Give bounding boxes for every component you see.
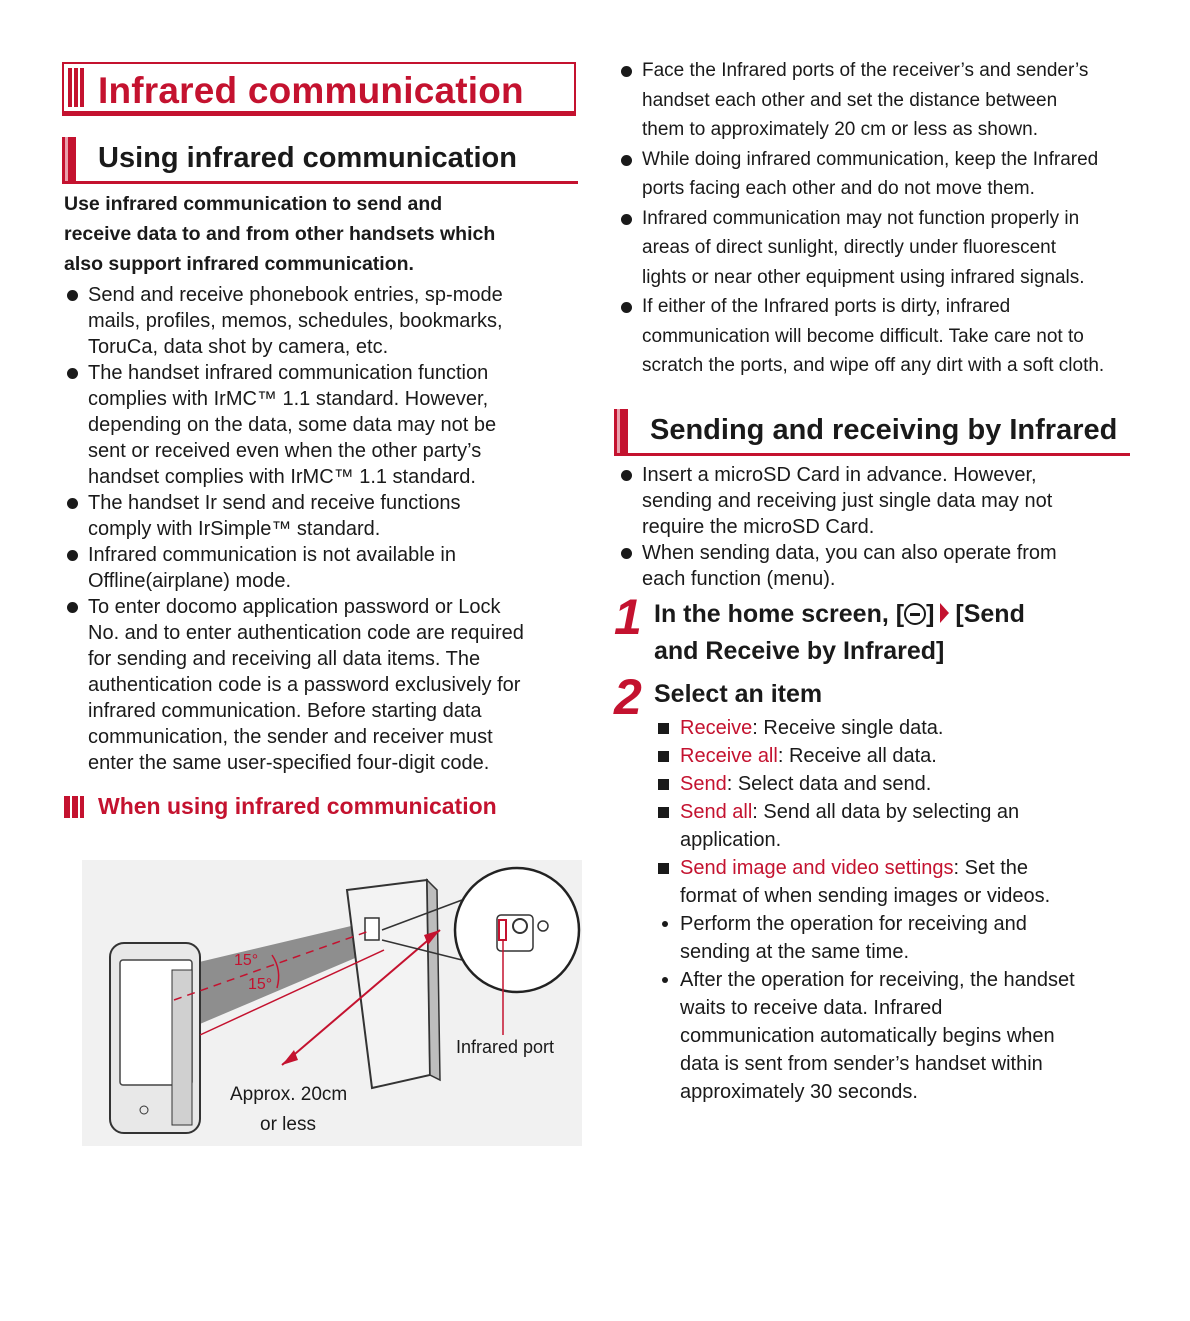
step-text-part: In the home screen, [ xyxy=(654,600,905,628)
note-line: Perform the operation for receiving and xyxy=(680,913,1027,935)
bullet-line: mails, profiles, memos, schedules, bookmarks, xyxy=(88,310,503,332)
bullet-line: authentication code is a password exclusively for xyxy=(88,674,521,696)
bullet-line: When sending data, you can also operate from xyxy=(642,542,1057,564)
option-desc: : Send all data by selecting an xyxy=(752,801,1020,823)
section1-bullet-list xyxy=(62,282,582,776)
bullet-item xyxy=(616,56,1134,145)
option-desc: : Receive all data. xyxy=(777,745,937,767)
bullet-line: require the microSD Card. xyxy=(642,516,875,538)
bullet-line: The handset Ir send and receive functions xyxy=(88,492,461,514)
bullet-item xyxy=(62,542,582,594)
bullet-dot-icon xyxy=(67,550,78,561)
subsection-heading xyxy=(64,793,580,823)
option-item xyxy=(656,770,1134,798)
option-item xyxy=(656,742,1134,770)
page-title xyxy=(62,62,576,116)
bullet-item xyxy=(616,292,1134,381)
bullet-line: comply with IrSimple™ standard. xyxy=(88,518,381,540)
bullet-line: Offline(airplane) mode. xyxy=(88,570,292,592)
infrared-illustration xyxy=(82,860,582,1146)
step-number: 2 xyxy=(614,669,642,725)
bullet-line: each function (menu). xyxy=(642,568,836,590)
note-item xyxy=(656,910,1134,966)
bullet-item xyxy=(62,594,582,776)
infrared-port-label: Infrared port xyxy=(456,1037,555,1057)
subsection-heading-text: When using infrared communication xyxy=(98,793,497,819)
section-heading-text: Using infrared communication xyxy=(98,142,517,174)
option-desc-line: format of when sending images or videos. xyxy=(680,885,1051,907)
step-text-part: [Send xyxy=(955,600,1025,628)
bullet-line: enter the same user-specified four-digit code. xyxy=(88,752,490,774)
intro-line: also support infrared communication. xyxy=(64,253,414,275)
square-bullet-icon xyxy=(658,723,669,734)
distance-label-sub: or less xyxy=(260,1114,316,1135)
option-term: Receive xyxy=(680,717,753,739)
note-line: data is sent from sender’s handset within xyxy=(680,1053,1043,1075)
option-desc: : Receive single data. xyxy=(752,717,944,739)
option-desc: : Set the xyxy=(953,857,1029,879)
bullet-line: While doing infrared communication, keep the Infrared xyxy=(642,148,1099,170)
note-line: After the operation for receiving, the handset xyxy=(680,969,1075,991)
bullet-dot-icon xyxy=(67,368,78,379)
bullet-line: handset complies with IrMC™ 1.1 standard. xyxy=(88,466,476,488)
bullet-line: ports facing each other and do not move them. xyxy=(642,178,1035,199)
bullet-dot-icon xyxy=(621,66,632,77)
bullet-dot-icon xyxy=(67,602,78,613)
step-text-line: and Receive by Infrared] xyxy=(654,637,945,665)
step-2-text: Select an item xyxy=(654,680,823,708)
option-desc-line: application. xyxy=(680,829,782,851)
bullet-dot-icon xyxy=(621,470,632,481)
option-desc: : Select data and send. xyxy=(726,773,932,795)
bullet-line: sending and receiving just single data may not xyxy=(642,490,1053,512)
step-1-text xyxy=(654,596,1025,670)
step-1 xyxy=(614,589,1134,676)
distance-label: Approx. 20cm xyxy=(230,1084,348,1105)
step-text-part: ] xyxy=(926,600,935,628)
menu-key-icon xyxy=(904,603,926,625)
bullet-line: No. and to enter authentication code are required xyxy=(88,622,524,644)
option-item xyxy=(656,854,1134,910)
bullet-line: lights or near other equipment using infrared signals. xyxy=(642,266,1085,288)
subsection-bullet-list xyxy=(616,56,1134,381)
small-bullet-icon xyxy=(662,977,668,983)
bullet-line: ToruCa, data shot by camera, etc. xyxy=(88,336,389,358)
bullet-line: communication, the sender and receiver must xyxy=(88,726,493,748)
section-heading-using xyxy=(62,137,578,184)
bullet-line: Send and receive phonebook entries, sp-mode xyxy=(88,284,503,306)
bullet-dot-icon xyxy=(621,302,632,313)
bullet-line: Infrared communication may not function properly in xyxy=(642,207,1080,229)
bullet-dot-icon xyxy=(621,155,632,166)
bullet-dot-icon xyxy=(621,214,632,225)
bullet-line: for sending and receiving all data items. The xyxy=(88,648,481,670)
angle-label-bottom: 15° xyxy=(248,976,273,993)
bullet-line: communication will become difficult. Take care not to xyxy=(642,325,1084,347)
step-number: 1 xyxy=(614,589,642,645)
arrow-right-icon xyxy=(940,603,949,623)
angle-label-top: 15° xyxy=(234,952,259,969)
bullet-line: infrared communication. Before starting data xyxy=(88,700,482,722)
bullet-line: complies with IrMC™ 1.1 standard. However, xyxy=(88,388,489,410)
bullet-line: Insert a microSD Card in advance. However, xyxy=(642,464,1037,486)
bullet-item xyxy=(616,204,1134,293)
square-bullet-icon xyxy=(658,807,669,818)
bullet-item xyxy=(62,282,582,360)
bullet-line: Face the Infrared ports of the receiver’s and sender’s xyxy=(642,60,1089,81)
title-stripe-mark xyxy=(68,68,84,107)
note-line: waits to receive data. Infrared xyxy=(680,997,943,1019)
bullet-dot-icon xyxy=(67,290,78,301)
heading-bar-mark xyxy=(614,409,628,453)
bullet-line: If either of the Infrared ports is dirty, infrared xyxy=(642,296,1011,317)
bullet-dot-icon xyxy=(67,498,78,509)
square-bullet-icon xyxy=(658,863,669,874)
item-option-list xyxy=(656,714,1134,1106)
subheading-mark xyxy=(64,796,84,818)
bullet-line: sent or received even when the other party’s xyxy=(88,440,482,462)
small-bullet-icon xyxy=(662,921,668,927)
note-line: sending at the same time. xyxy=(680,941,910,963)
option-term: Send all xyxy=(680,801,753,823)
option-term: Send xyxy=(680,773,727,795)
bullet-item xyxy=(62,490,582,542)
bullet-item xyxy=(616,145,1134,204)
option-term: Send image and video settings xyxy=(680,857,954,879)
bullet-dot-icon xyxy=(621,548,632,559)
bullet-line: handset each other and set the distance between xyxy=(642,89,1058,111)
bullet-line: them to approximately 20 cm or less as shown. xyxy=(642,119,1039,140)
option-term: Receive all xyxy=(680,745,778,767)
intro-line: receive data to and from other handsets which xyxy=(64,223,496,245)
bullet-item xyxy=(616,540,1134,592)
bullet-line: areas of direct sunlight, directly under fluorescent xyxy=(642,237,1056,258)
bullet-line: scratch the ports, and wipe off any dirt with a soft cloth. xyxy=(642,355,1105,376)
square-bullet-icon xyxy=(658,779,669,790)
section-heading-sending xyxy=(614,409,1130,456)
bullet-item xyxy=(616,462,1134,540)
section-heading-text: Sending and receiving by Infrared xyxy=(650,414,1118,446)
intro-line: Use infrared communication to send and xyxy=(64,193,443,215)
bullet-line: depending on the data, some data may not be xyxy=(88,414,497,436)
option-item xyxy=(656,798,1134,854)
note-line: communication automatically begins when xyxy=(680,1025,1055,1047)
square-bullet-icon xyxy=(658,751,669,762)
bullet-item xyxy=(62,360,582,490)
step-2 xyxy=(614,669,1134,725)
section-intro xyxy=(64,189,580,279)
option-item xyxy=(656,714,1134,742)
page-title-text: Infrared communication xyxy=(98,70,524,111)
section2-bullet-list xyxy=(616,462,1134,592)
bullet-line: To enter docomo application password or Lock xyxy=(88,596,501,618)
note-item xyxy=(656,966,1134,1106)
heading-bar-mark xyxy=(62,137,76,181)
bullet-line: Infrared communication is not available in xyxy=(88,544,456,566)
note-line: approximately 30 seconds. xyxy=(680,1081,918,1103)
bullet-line: The handset infrared communication function xyxy=(88,362,489,384)
